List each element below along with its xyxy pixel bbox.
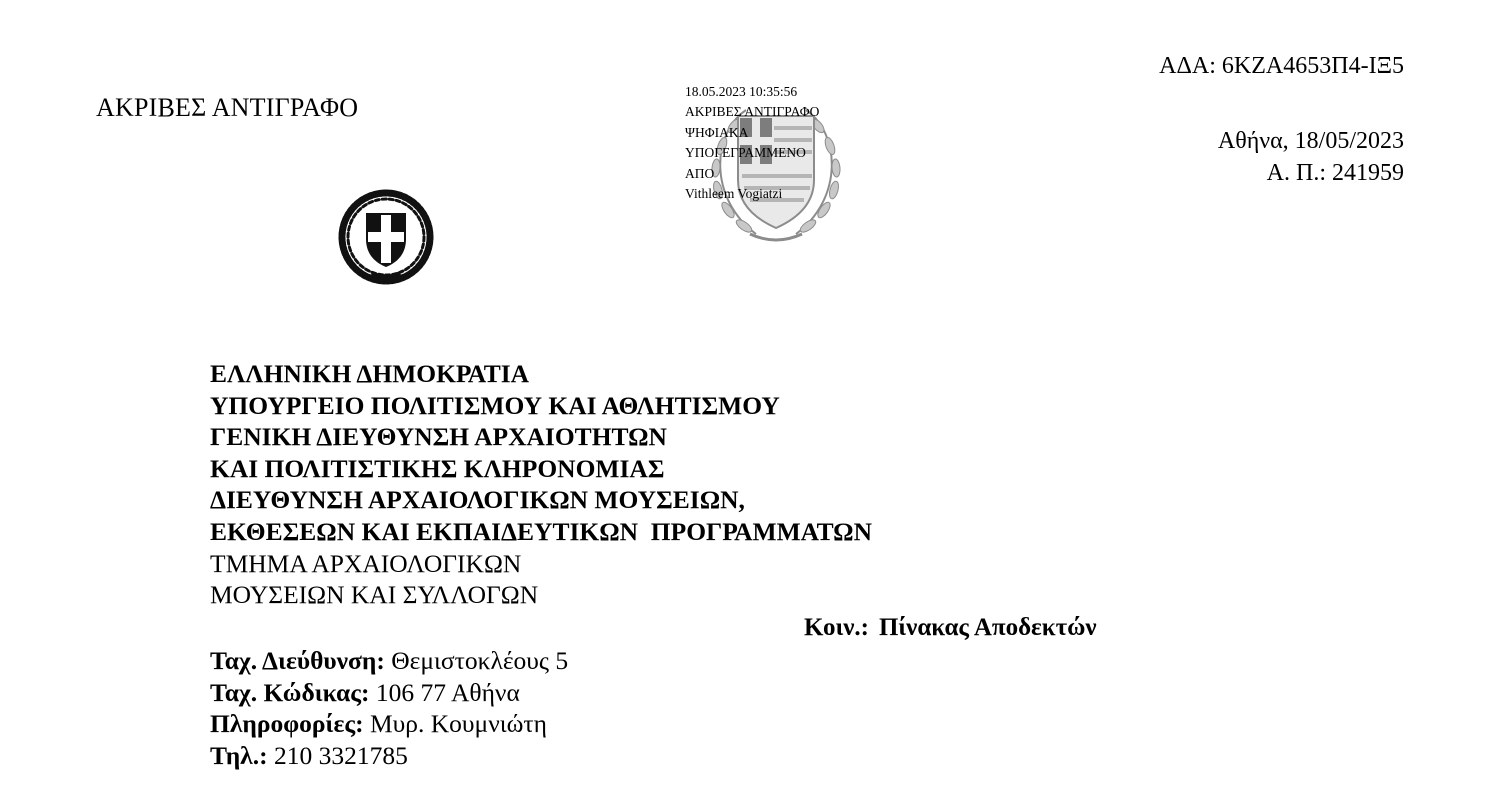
department-line: ΜΟΥΣΕΙΩΝ ΚΑΙ ΣΥΛΛΟΓΩΝ: [210, 580, 539, 610]
cc-value: Πίνακας Αποδεκτών: [878, 614, 1097, 641]
contact-row: [210, 645, 568, 677]
ada-code: ΑΔΑ: 6ΚΖΑ4653Π4-ΙΞ5: [1159, 53, 1404, 79]
authority-line: ΕΛΛΗΝΙΚΗ ΔΗΜΟΚΡΑΤΙΑ: [210, 359, 530, 388]
contact-row: [210, 708, 568, 740]
authority-line: ΓΕΝΙΚΗ ΔΙΕΥΘΥΝΣΗ ΑΡΧΑΙΟΤΗΤΩΝ: [210, 422, 667, 452]
protocol-number: Α. Π.: 241959: [1266, 160, 1404, 186]
contact-label: Τηλ.:: [210, 740, 268, 770]
authority-line: ΔΙΕΥΘΥΝΣΗ ΑΡΧΑΙΟΛΟΓΙΚΩΝ ΜΟΥΣΕΙΩΝ,: [210, 485, 745, 515]
cc-recipients: [804, 614, 1097, 642]
greek-coat-of-arms-icon: [336, 187, 436, 287]
contact-details: [210, 645, 568, 771]
contact-label: Πληροφορίες:: [210, 709, 364, 739]
signature-timestamp: 18.05.2023 10:35:56: [685, 84, 798, 99]
signature-line: ΑΠΟ: [685, 165, 715, 181]
contact-row: [210, 740, 568, 772]
contact-value: Θεμιστοκλέους 5: [391, 646, 569, 675]
authority-line: ΕΚΘΕΣΕΩΝ ΚΑΙ ΕΚΠΑΙΔΕΥΤΙΚΩΝ ΠΡΟΓΡΑΜΜΑΤΩΝ: [210, 516, 872, 546]
contact-row: [210, 677, 568, 709]
signature-line: ΥΠΟΓΕΓΡΑΜΜΕΝΟ: [685, 145, 806, 161]
signature-line: ΑΚΡΙΒΕΣ ΑΝΤΙΓΡΑΦΟ: [685, 104, 820, 120]
place-date: Αθήνα, 18/05/2023: [1217, 128, 1404, 154]
authority-line: ΥΠΟΥΡΓΕΙΟ ΠΟΛΙΤΙΣΜΟΥ ΚΑΙ ΑΘΛΗΤΙΣΜΟΥ: [210, 390, 780, 420]
department-line: ΤΜΗΜΑ ΑΡΧΑΙΟΛΟΓΙΚΩΝ: [210, 548, 522, 578]
contact-value: 210 3321785: [273, 740, 408, 770]
contact-label: Ταχ. Κώδικας:: [210, 677, 370, 707]
digital-signature-stamp: [685, 82, 819, 204]
authority-line: ΚΑΙ ΠΟΛΙΤΙΣΤΙΚΗΣ ΚΛΗΡΟΝΟΜΙΑΣ: [210, 453, 665, 483]
contact-value: 106 77 Αθήνα: [375, 677, 520, 707]
signer-name: Vithleem Vogiatzi: [685, 186, 783, 202]
certified-copy-label: ΑΚΡΙΒΕΣ ΑΝΤΙΓΡΑΦΟ: [96, 93, 359, 122]
issuing-authority: [210, 358, 872, 611]
contact-label: Ταχ. Διεύθυνση:: [210, 646, 385, 675]
cc-label: Κοιν.:: [804, 614, 869, 641]
contact-value: Μυρ. Κουμνιώτη: [369, 709, 547, 739]
signature-line: ΨΗΦΙΑΚΑ: [685, 124, 749, 140]
